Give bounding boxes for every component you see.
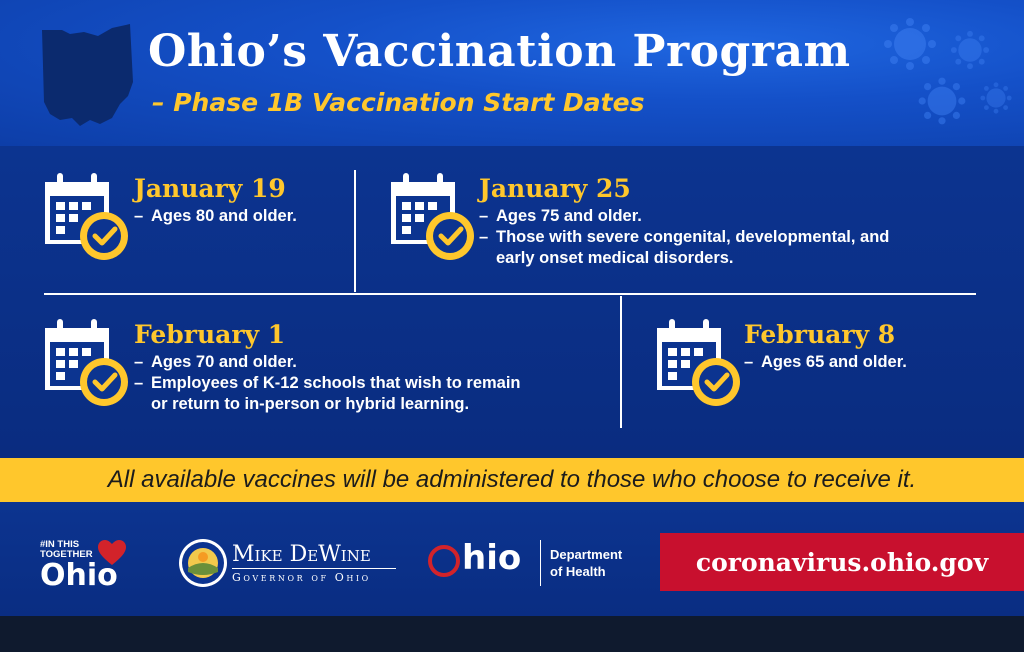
divider [620, 296, 622, 428]
entry-line: – Those with severe congenital, developmental, and [479, 227, 889, 248]
entry-line: – Ages 75 and older. [479, 206, 889, 227]
entry-date: January 19 [134, 174, 286, 203]
in-this-together-logo [40, 539, 150, 593]
divider [232, 568, 396, 569]
page-subtitle: – Phase 1B Vaccination Start Dates [152, 88, 645, 117]
governor-title: Governor of Ohio [232, 571, 371, 584]
bottom-strip [0, 616, 1024, 652]
virus-icon [915, 74, 969, 128]
entry-line: – Ages 65 and older. [744, 352, 907, 373]
ohio-logo [428, 540, 538, 584]
department-line: Department [550, 547, 623, 562]
calendar-check-icon [654, 316, 742, 408]
entry-line: – Ages 80 and older. [134, 206, 297, 227]
entry-details [134, 352, 521, 415]
entry-details [479, 206, 889, 269]
entry-details [134, 206, 297, 227]
ohio-logo-ring [428, 545, 460, 577]
together-ohio-text: Ohio [40, 558, 118, 593]
entry-line: early onset medical disorders. [496, 249, 734, 267]
virus-icon [948, 28, 992, 72]
entry-details [744, 352, 907, 373]
department-name [550, 546, 622, 580]
department-line: of Health [550, 564, 606, 579]
entry-line: – Ages 70 and older. [134, 352, 521, 373]
state-seal-icon [178, 538, 228, 588]
virus-icon [978, 80, 1014, 116]
together-small-text: TOGETHER [40, 549, 93, 560]
divider [44, 293, 976, 295]
page-title: Ohio’s Vaccination Program [148, 26, 851, 77]
divider [540, 540, 541, 586]
calendar-check-icon [42, 170, 130, 262]
entry-date: February 1 [134, 320, 286, 349]
entry-line: – Employees of K-12 schools that wish to remain [134, 373, 521, 394]
ohio-state-icon [40, 22, 135, 126]
ohio-logo-text: hio [462, 538, 522, 578]
divider [354, 170, 356, 292]
entry-line: or return to in-person or hybrid learning. [151, 395, 470, 413]
calendar-check-icon [42, 316, 130, 408]
entry-date: February 8 [744, 320, 896, 349]
together-small-text: #IN THIS [40, 539, 80, 550]
governor-name: Mike DeWine [232, 542, 371, 567]
calendar-check-icon [388, 170, 476, 262]
info-banner: All available vaccines will be administered to those who choose to receive it. [0, 458, 1024, 502]
entry-date: January 25 [479, 174, 631, 203]
virus-icon [880, 14, 940, 74]
header [0, 0, 1024, 146]
website-link[interactable]: coronavirus.ohio.gov [660, 533, 1024, 591]
